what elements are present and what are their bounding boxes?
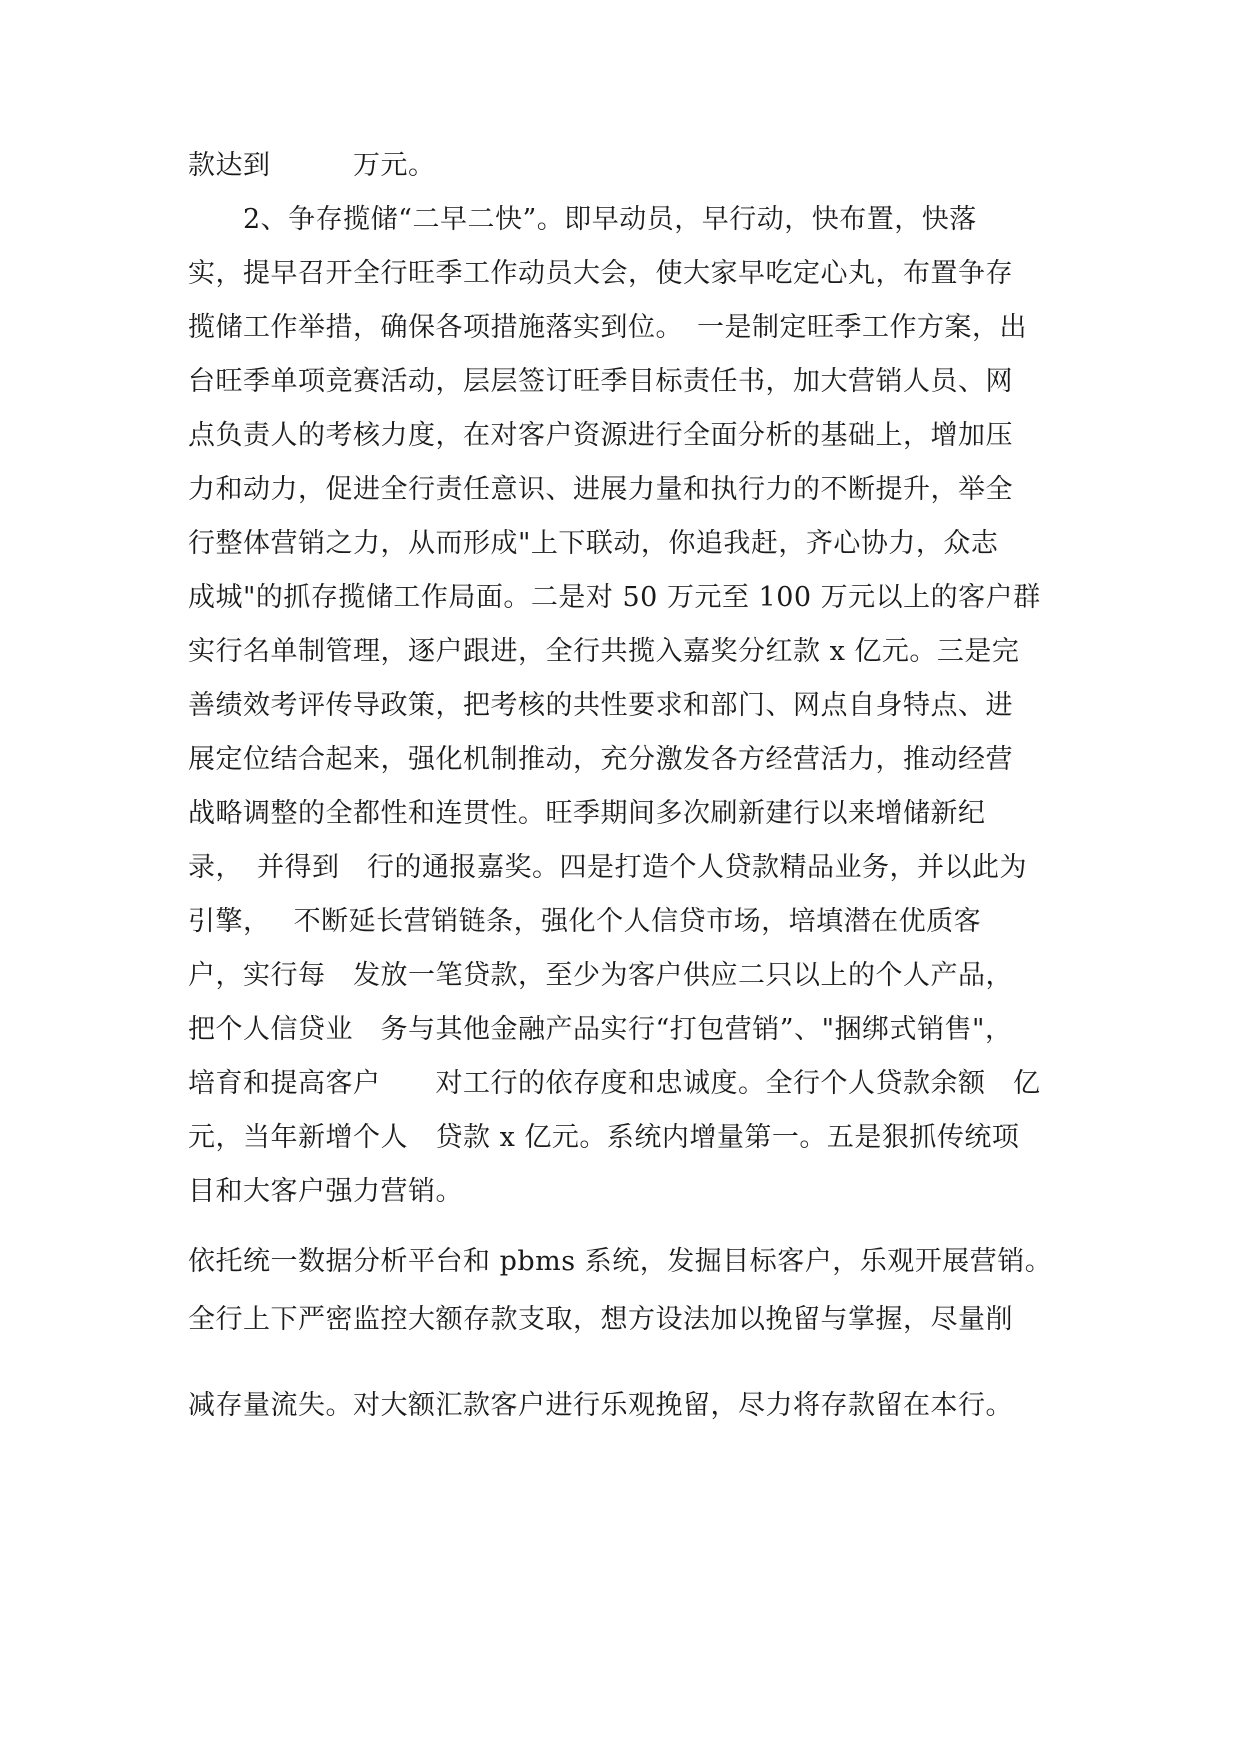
text-line: 台旺季单项竞赛活动，层层签订旺季目标责任书，加大营销人员、网 (188, 366, 1013, 397)
text-line: 引擎， 不断延长营销链条，强化个人信贷市场，培填潜在优质客 (188, 906, 982, 937)
text-line: 录， 并得到 行的通报嘉奖。四是打造个人贷款精品业务，并以此为 (188, 852, 1027, 883)
text-line: 户，实行每 发放一笔贷款，至少为客户供应二只以上的个人产品， (188, 960, 1013, 991)
text-line: 全行上下严密监控大额存款支取，想方设法加以挽留与掌握，尽量削 (188, 1304, 1013, 1335)
text-line: 成城"的抓存揽储工作局面。二是对 50 万元至 100 万元以上的客户群 (188, 582, 1041, 613)
text-line: 把个人信贷业 务与其他金融产品实行“打包营销”、"捆绑式销售"， (188, 1014, 1013, 1045)
text-line: 款达到 万元。 (188, 150, 436, 181)
text-line: 元，当年新增个人 贷款 x 亿元。系统内增量第一。五是狠抓传统项 (188, 1122, 1020, 1153)
text-line: 战略调整的全都性和连贯性。旺季期间多次刷新建行以来增储新纪 (188, 798, 986, 829)
text-line: 点负责人的考核力度，在对客户资源进行全面分析的基础上，增加压 (188, 420, 1013, 451)
text-line: 减存量流失。对大额汇款客户进行乐观挽留，尽力将存款留在本行。 (188, 1390, 1013, 1421)
text-line: 行整体营销之力，从而形成"上下联动，你追我赶，齐心协力，众志 (188, 528, 999, 559)
text-line: 力和动力，促进全行责任意识、进展力量和执行力的不断提升，举全 (188, 474, 1013, 505)
text-line: 依托统一数据分析平台和 pbms 系统，发掘目标客户，乐观开展营销。 (188, 1246, 1053, 1277)
text-line: 培育和提高客户 对工行的依存度和忠诚度。全行个人贷款余额 亿 (188, 1068, 1041, 1099)
text-line: 目和大客户强力营销。 (188, 1176, 463, 1207)
text-line: 2、争存揽储“二早二快”。即早动员，早行动，快布置，快落 (188, 204, 977, 235)
text-line: 展定位结合起来，强化机制推动，充分激发各方经营活力，推动经营 (188, 744, 1013, 775)
text-line: 善绩效考评传导政策，把考核的共性要求和部门、网点自身特点、进 (188, 690, 1013, 721)
text-line: 揽储工作举措，确保各项措施落实到位。 一是制定旺季工作方案，出 (188, 312, 1027, 343)
text-line: 实，提早召开全行旺季工作动员大会，使大家早吃定心丸，布置争存 (188, 258, 1013, 289)
text-line: 实行名单制管理，逐户跟进，全行共揽入嘉奖分红款 x 亿元。三是完 (188, 636, 1020, 667)
